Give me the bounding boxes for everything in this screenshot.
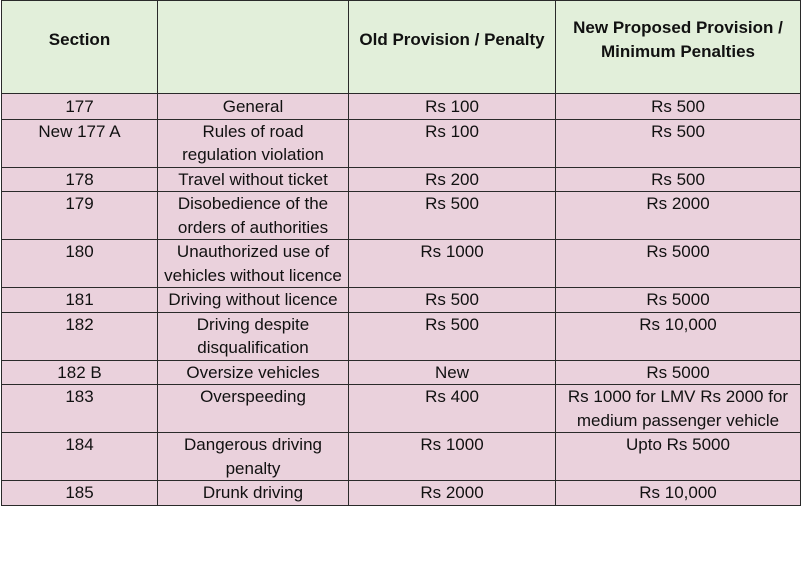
cell-old-penalty: Rs 1000 bbox=[349, 240, 556, 288]
cell-old-penalty: Rs 100 bbox=[349, 119, 556, 167]
header-section: Section bbox=[2, 1, 158, 94]
cell-description: Drunk driving bbox=[158, 481, 349, 506]
cell-new-penalty: Rs 500 bbox=[556, 94, 801, 120]
cell-section: New 177 A bbox=[2, 119, 158, 167]
cell-new-penalty: Rs 5000 bbox=[556, 360, 801, 385]
table-row bbox=[2, 433, 801, 481]
table-row bbox=[2, 360, 801, 385]
cell-old-penalty: Rs 100 bbox=[349, 94, 556, 120]
cell-new-penalty: Rs 5000 bbox=[556, 288, 801, 313]
cell-new-penalty: Rs 10,000 bbox=[556, 312, 801, 360]
table-row bbox=[2, 481, 801, 506]
cell-section: 181 bbox=[2, 288, 158, 313]
cell-description: Rules of road regulation violation bbox=[158, 119, 349, 167]
cell-old-penalty: Rs 500 bbox=[349, 288, 556, 313]
cell-section: 177 bbox=[2, 94, 158, 120]
table-row bbox=[2, 192, 801, 240]
cell-section: 182 B bbox=[2, 360, 158, 385]
cell-description: Dangerous driving penalty bbox=[158, 433, 349, 481]
table-row bbox=[2, 167, 801, 192]
cell-new-penalty: Rs 1000 for LMV Rs 2000 for medium passenger vehicle bbox=[556, 385, 801, 433]
cell-description: Travel without ticket bbox=[158, 167, 349, 192]
table-row bbox=[2, 119, 801, 167]
cell-description: Unauthorized use of vehicles without licence bbox=[158, 240, 349, 288]
cell-old-penalty: Rs 200 bbox=[349, 167, 556, 192]
cell-old-penalty: Rs 500 bbox=[349, 192, 556, 240]
cell-old-penalty: Rs 1000 bbox=[349, 433, 556, 481]
cell-section: 180 bbox=[2, 240, 158, 288]
cell-new-penalty: Rs 5000 bbox=[556, 240, 801, 288]
penalty-table bbox=[1, 0, 801, 506]
cell-description: General bbox=[158, 94, 349, 120]
cell-new-penalty: Rs 10,000 bbox=[556, 481, 801, 506]
cell-description: Driving despite disqualification bbox=[158, 312, 349, 360]
cell-section: 179 bbox=[2, 192, 158, 240]
cell-section: 178 bbox=[2, 167, 158, 192]
cell-new-penalty: Rs 2000 bbox=[556, 192, 801, 240]
cell-section: 184 bbox=[2, 433, 158, 481]
cell-description: Overspeeding bbox=[158, 385, 349, 433]
header-row bbox=[2, 1, 801, 94]
header-new-provision: New Proposed Provision / Minimum Penalties bbox=[556, 1, 801, 94]
cell-description: Disobedience of the orders of authorities bbox=[158, 192, 349, 240]
cell-description: Driving without licence bbox=[158, 288, 349, 313]
cell-section: 185 bbox=[2, 481, 158, 506]
cell-section: 182 bbox=[2, 312, 158, 360]
cell-new-penalty: Upto Rs 5000 bbox=[556, 433, 801, 481]
cell-old-penalty: New bbox=[349, 360, 556, 385]
cell-old-penalty: Rs 500 bbox=[349, 312, 556, 360]
table-row bbox=[2, 240, 801, 288]
cell-description: Oversize vehicles bbox=[158, 360, 349, 385]
table-row bbox=[2, 312, 801, 360]
cell-old-penalty: Rs 400 bbox=[349, 385, 556, 433]
table-row bbox=[2, 288, 801, 313]
header-description bbox=[158, 1, 349, 94]
cell-old-penalty: Rs 2000 bbox=[349, 481, 556, 506]
cell-section: 183 bbox=[2, 385, 158, 433]
cell-new-penalty: Rs 500 bbox=[556, 119, 801, 167]
header-old-provision: Old Provision / Penalty bbox=[349, 1, 556, 94]
cell-new-penalty: Rs 500 bbox=[556, 167, 801, 192]
table-row bbox=[2, 385, 801, 433]
table-row bbox=[2, 94, 801, 120]
